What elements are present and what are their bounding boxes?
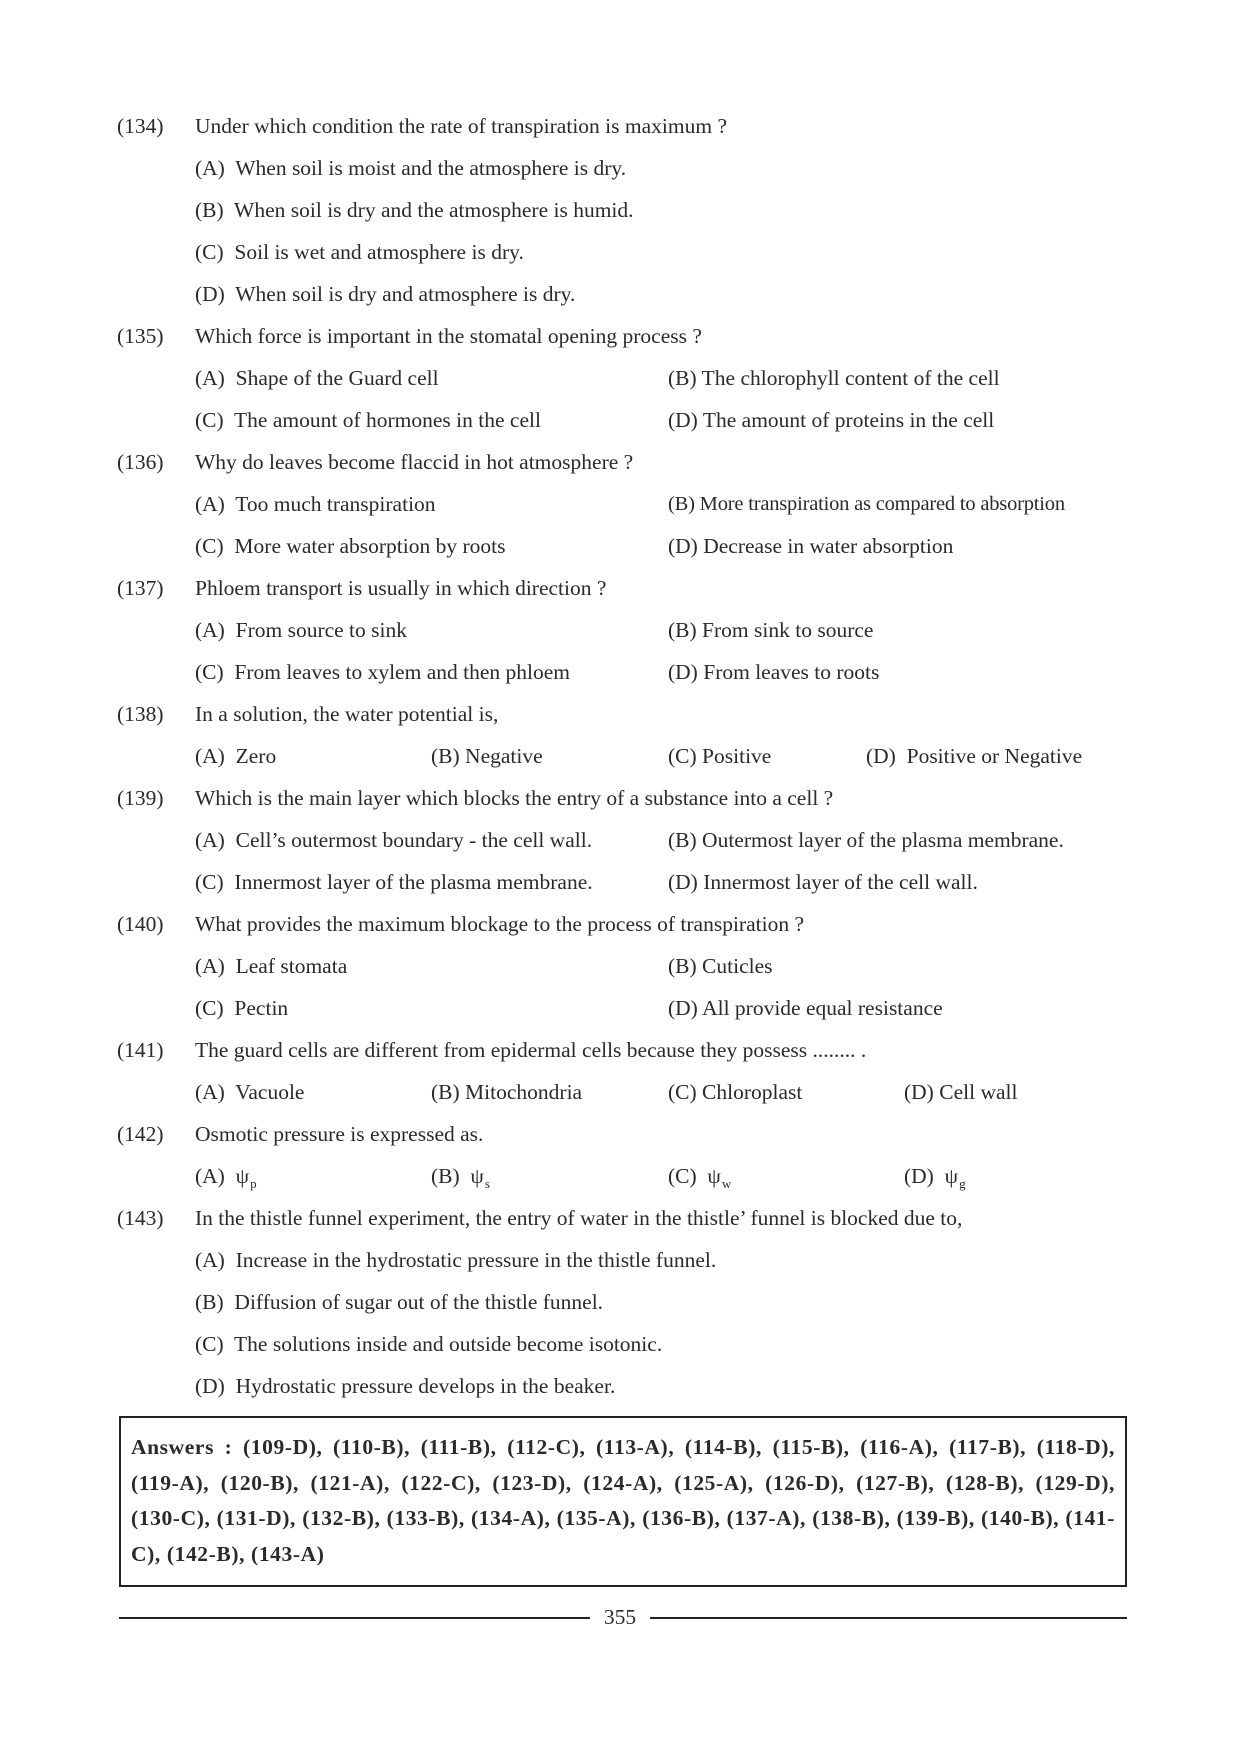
option-139-d: (D) Innermost layer of the cell wall. <box>668 870 978 894</box>
question-number: (137) <box>117 576 164 600</box>
psi-symbol: ψ <box>707 1164 721 1188</box>
option-137-c: (C) From leaves to xylem and then phloem <box>195 660 570 684</box>
question-text: Osmotic pressure is expressed as. <box>195 1122 484 1146</box>
option-141-d: (D) Cell wall <box>904 1080 1018 1104</box>
question-138 <box>117 699 498 729</box>
question-text: Which is the main layer which blocks the entry of a substance into a cell ? <box>195 786 834 810</box>
footer-rule-right <box>650 1617 1127 1619</box>
psi-symbol: ψ <box>944 1164 959 1188</box>
option-143-b: (B) Diffusion of sugar out of the thistle funnel. <box>195 1290 604 1314</box>
answer-key-heading: Answers : <box>131 1435 233 1459</box>
option-138-d: (D) Positive or Negative <box>866 744 1083 768</box>
question-number: (141) <box>117 1038 164 1062</box>
option-136-a: (A) Too much transpiration <box>195 492 436 516</box>
option-135-a: (A) Shape of the Guard cell <box>195 366 439 390</box>
page-number: 355 <box>603 1605 637 1629</box>
option-143-a: (A) Increase in the hydrostatic pressure in the thistle funnel. <box>195 1248 717 1272</box>
option-135-b: (B) The chlorophyll content of the cell <box>668 366 1000 390</box>
question-number: (136) <box>117 450 164 474</box>
question-number: (143) <box>117 1206 164 1230</box>
footer-rule-left <box>119 1617 590 1619</box>
question-143 <box>117 1203 962 1233</box>
option-139-a: (A) Cell’s outermost boundary - the cell wall. <box>195 828 593 852</box>
option-139-c: (C) Innermost layer of the plasma membrane. <box>195 870 593 894</box>
question-140 <box>117 909 804 939</box>
option-135-d: (D) The amount of proteins in the cell <box>668 408 995 432</box>
option-140-a: (A) Leaf stomata <box>195 954 348 978</box>
question-135 <box>117 321 702 351</box>
option-134-d: (D) When soil is dry and atmosphere is dry. <box>195 282 576 306</box>
option-142-b: (B) $\psi_s$ <box>431 1164 490 1191</box>
option-138-c: (C) Positive <box>668 744 772 768</box>
question-139 <box>117 783 833 813</box>
option-143-d: (D) Hydrostatic pressure develops in the beaker. <box>195 1374 616 1398</box>
question-136 <box>117 447 633 477</box>
option-136-b: (B) More transpiration as compared to absorption <box>668 493 1065 515</box>
option-139-b: (B) Outermost layer of the plasma membrane. <box>668 828 1064 852</box>
option-140-d: (D) All provide equal resistance <box>668 996 943 1020</box>
option-134-b: (B) When soil is dry and the atmosphere is humid. <box>195 198 634 222</box>
question-text: Which force is important in the stomatal opening process ? <box>195 324 702 348</box>
option-134-a: (A) When soil is moist and the atmosphere is dry. <box>195 156 627 180</box>
option-143-c: (C) The solutions inside and outside become isotonic. <box>195 1332 663 1356</box>
option-142-c: (C) $\psi_w$ <box>668 1164 732 1191</box>
question-number: (139) <box>117 786 164 810</box>
option-136-c: (C) More water absorption by roots <box>195 534 506 558</box>
option-134-c: (C) Soil is wet and atmosphere is dry. <box>195 240 524 264</box>
psi-symbol: ψ <box>470 1164 484 1188</box>
question-text: Phloem transport is usually in which direction ? <box>195 576 607 600</box>
option-138-a: (A) Zero <box>195 744 277 768</box>
question-text: Why do leaves become flaccid in hot atmosphere ? <box>195 450 634 474</box>
question-text: Under which condition the rate of transpiration is maximum ? <box>195 114 727 138</box>
question-number: (135) <box>117 324 164 348</box>
option-140-b: (B) Cuticles <box>668 954 773 978</box>
question-text: The guard cells are different from epidermal cells because they possess ........ . <box>195 1038 867 1062</box>
option-138-b: (B) Negative <box>431 744 543 768</box>
option-142-d: (D) $\psi_g$ <box>904 1164 966 1191</box>
option-137-b: (B) From sink to source <box>668 618 874 642</box>
psi-symbol: ψ <box>235 1164 250 1188</box>
question-number: (140) <box>117 912 164 936</box>
option-140-c: (C) Pectin <box>195 996 289 1020</box>
question-137 <box>117 573 606 603</box>
question-text: In a solution, the water potential is, <box>195 702 499 726</box>
option-136-d: (D) Decrease in water absorption <box>668 534 954 558</box>
option-141-a: (A) Vacuole <box>195 1080 305 1104</box>
option-137-d: (D) From leaves to roots <box>668 660 880 684</box>
question-141 <box>117 1035 866 1065</box>
answer-key-text: (109-D), (110-B), (111-B), (112-C), (113-A), (114-B), (115-B), (116-A), (117-B), (118-D), (119-A), (120-B), (121-A), (122-C), (123-D), (124-A), (125-A), (126-D), (127-B), (128-B), (129-D), (130-C), (131-D), (132-B), (133-B), (134-A), (135-A), (136-B), (137-A), (138-B), (139-B), (140-B), (141-C), (142-B), (143-A) <box>131 1435 1115 1566</box>
question-text: What provides the maximum blockage to the process of transpiration ? <box>195 912 804 936</box>
option-142-a: (A) $\psi_p$ <box>195 1164 257 1191</box>
question-number: (138) <box>117 702 164 726</box>
answer-key-box <box>119 1416 1127 1587</box>
question-142 <box>117 1119 483 1149</box>
option-141-c: (C) Chloroplast <box>668 1080 803 1104</box>
option-141-b: (B) Mitochondria <box>431 1080 583 1104</box>
option-135-c: (C) The amount of hormones in the cell <box>195 408 541 432</box>
question-number: (134) <box>117 114 164 138</box>
question-text: In the thistle funnel experiment, the entry of water in the thistle’ funnel is blocked due to, <box>195 1206 963 1230</box>
question-134 <box>117 111 727 141</box>
option-137-a: (A) From source to sink <box>195 618 408 642</box>
question-number: (142) <box>117 1122 164 1146</box>
